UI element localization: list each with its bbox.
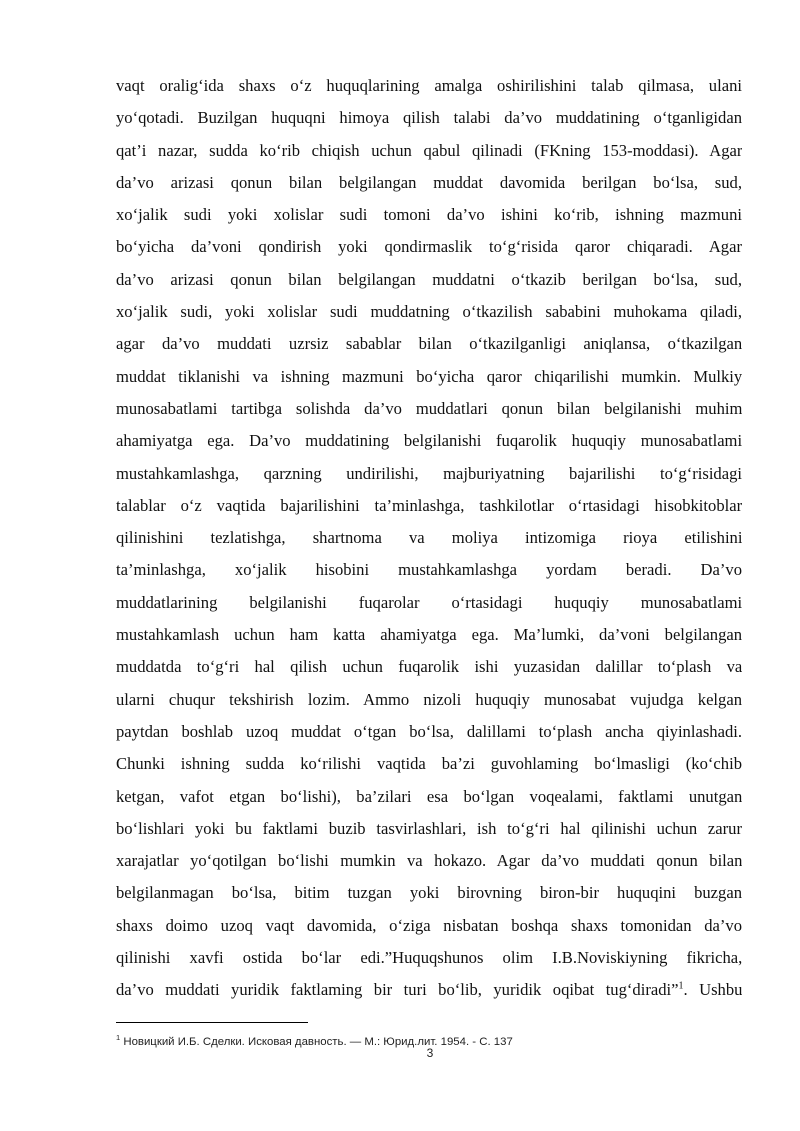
last-line-tail: . Ushbu xyxy=(683,980,742,1000)
body-line: vaqt oralig‘ida shaxs o‘z huquqlarining amalga oshirilishini talab qilmasa, ulani xyxy=(116,76,742,95)
body-line-last xyxy=(116,974,742,1006)
body-line: mustahkamlash uchun ham katta ahamiyatga ega. Ma’lumki, da’voni belgilangan xyxy=(116,625,742,645)
body-line: Chunki ishning sudda ko‘rilishi vaqtida ba’zi guvohlaming bo‘lmasligi (ko‘chib xyxy=(116,754,742,774)
body-line: shaxs doimo uzoq vaqt davomida, o‘ziga nisbatan boshqa shaxs tomonidan da’vo xyxy=(116,915,742,935)
body-line: qat’i nazar, sudda ko‘rib chiqish uchun qabul qilinadi (FKning 153-moddasi). Agar xyxy=(116,140,742,160)
body-line: mustahkamlashga, qarzning undirilishi, majburiyatning bajarilishi to‘g‘risidagi xyxy=(116,463,742,483)
body-line: muddat tiklanishi va ishning mazmuni bo‘yicha qaror chiqarilishi mumkin. Mulkiy xyxy=(116,366,742,386)
body-line: ularni chuqur tekshirish lozim. Ammo nizoli huquqiy munosabat vujudga kelgan xyxy=(116,689,742,709)
body-line: bo‘yicha da’voni qondirish yoki qondirmaslik to‘g‘risida qaror chiqaradi. Agar xyxy=(116,237,742,257)
body-line: belgilanmagan bo‘lsa, bitim tuzgan yoki birovning biron-bir huquqini buzgan xyxy=(116,883,742,903)
body-line: yo‘qotadi. Buzilgan huquqni himoya qilish talabi da’vo muddatining o‘tganligidan xyxy=(116,108,742,128)
body-line: ahamiyatga ega. Da’vo muddatining belgilanishi fuqarolik huquqiy munosabatlami xyxy=(116,431,742,451)
page-number: 3 xyxy=(426,1046,434,1060)
body-text xyxy=(116,70,742,1007)
body-line: muddatda to‘g‘ri hal qilish uchun fuqarolik ishi yuzasidan dalillar to‘plash va xyxy=(116,657,742,677)
body-line: munosabatlami tartibga solishda da’vo muddatlari qonun bilan belgilanishi muhim xyxy=(116,398,742,418)
footnote-marker: 1 xyxy=(116,1033,121,1042)
body-line: xo‘jalik sudi, yoki xolislar sudi muddatning o‘tkazilish sababini muhokama qiladi, xyxy=(116,302,742,322)
body-line: qilinishi xavfi ostida bo‘lar edi.”Huquqshunos olim I.B.Noviskiyning fikricha, xyxy=(116,948,742,968)
body-line: da’vo arizasi qonun bilan belgilangan muddatni o‘tkazib berilgan bo‘lsa, sud, xyxy=(116,269,742,289)
body-line: ketgan, vafot etgan bo‘lishi), ba’zilari esa bo‘lgan voqealami, faktlami unutgan xyxy=(116,786,742,806)
body-line: paytdan boshlab uzoq muddat o‘tgan bo‘lsa, dalillami to‘plash ancha qiyinlashadi. xyxy=(116,721,742,741)
body-line: xarajatlar yo‘qotilgan bo‘lishi mumkin va hokazo. Agar da’vo muddati qonun bilan xyxy=(116,851,742,871)
body-line: talablar o‘z vaqtida bajarilishini ta’minlashga, tashkilotlar o‘rtasidagi hisobkitoblar xyxy=(116,495,742,515)
body-line: qilinishini tezlatishga, shartnoma va moliya intizomiga rioya etilishini xyxy=(116,528,742,548)
body-line: xo‘jalik sudi yoki xolislar sudi tomoni da’vo ishini ko‘rib, ishning mazmuni xyxy=(116,205,742,225)
footnote-divider xyxy=(116,1022,308,1023)
body-line: bo‘lishlari yoki bu faktlami buzib tasvirlashlari, ish to‘g‘ri hal qilinishi uchun zarur xyxy=(116,818,742,838)
body-line: muddatlarining belgilanishi fuqarolar o‘rtasidagi huquqiy munosabatlami xyxy=(116,592,742,612)
body-line: da’vo arizasi qonun bilan belgilangan muddat davomida berilgan bo‘lsa, sud, xyxy=(116,172,742,192)
footnote-text: Новицкий И.Б. Сделки. Исковая давность. — М.: Юрид.лит. 1954. - С. 137 xyxy=(120,1035,513,1048)
last-line-text: da’vo muddati yuridik faktlaming bir turi bo‘lib, yuridik oqibat tug‘diradi” xyxy=(116,980,679,1000)
footnote-reference[interactable]: 1 xyxy=(678,980,684,992)
body-line: ta’minlashga, xo‘jalik hisobini mustahkamlashga yordam beradi. Da’vo xyxy=(116,560,742,580)
body-line: agar da’vo muddati uzrsiz sabablar bilan o‘tkazilganligi aniqlansa, o‘tkazilgan xyxy=(116,334,742,354)
